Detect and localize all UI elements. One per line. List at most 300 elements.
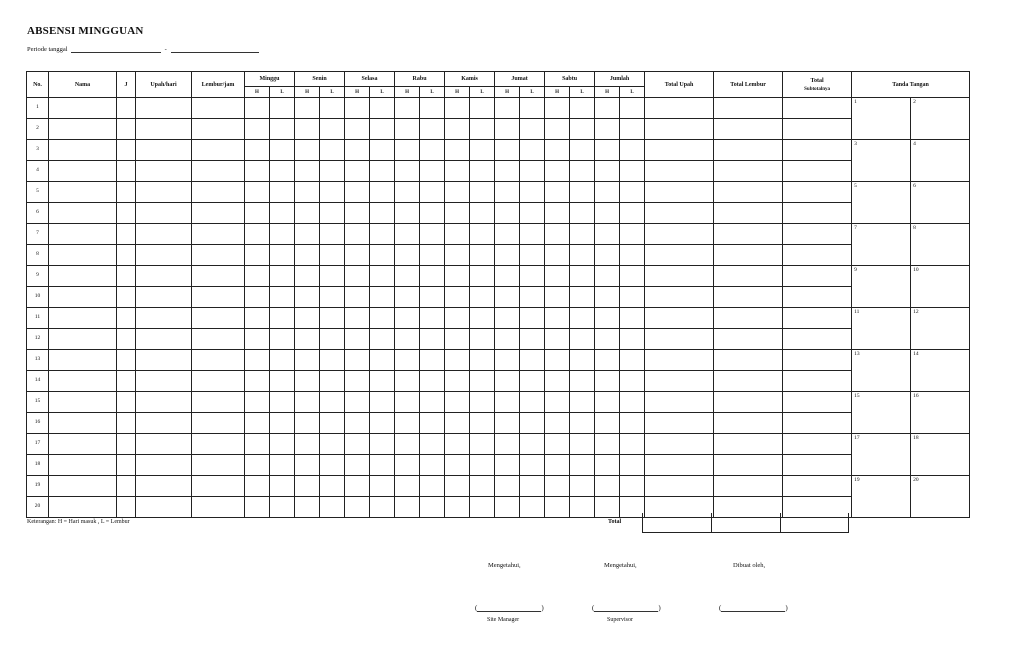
table-cell[interactable] bbox=[136, 182, 192, 203]
table-cell[interactable] bbox=[570, 413, 595, 434]
table-cell[interactable] bbox=[320, 434, 345, 455]
table-cell[interactable] bbox=[320, 413, 345, 434]
table-cell[interactable] bbox=[117, 203, 136, 224]
table-cell[interactable] bbox=[245, 245, 270, 266]
table-cell[interactable] bbox=[470, 161, 495, 182]
table-cell[interactable] bbox=[420, 413, 445, 434]
table-cell[interactable] bbox=[370, 434, 395, 455]
table-cell[interactable] bbox=[420, 98, 445, 119]
table-cell[interactable] bbox=[420, 245, 445, 266]
table-cell[interactable] bbox=[545, 266, 570, 287]
table-cell[interactable] bbox=[136, 392, 192, 413]
table-cell[interactable] bbox=[136, 413, 192, 434]
table-cell[interactable] bbox=[192, 434, 245, 455]
table-cell[interactable] bbox=[495, 434, 520, 455]
table-cell[interactable] bbox=[295, 119, 320, 140]
table-cell[interactable] bbox=[645, 245, 714, 266]
table-cell[interactable] bbox=[570, 476, 595, 497]
table-cell[interactable] bbox=[595, 98, 620, 119]
table-cell[interactable] bbox=[783, 392, 852, 413]
table-cell[interactable] bbox=[136, 350, 192, 371]
table-cell[interactable] bbox=[445, 266, 470, 287]
table-cell[interactable] bbox=[136, 371, 192, 392]
table-cell[interactable] bbox=[520, 413, 545, 434]
table-cell[interactable] bbox=[520, 203, 545, 224]
signature-cell[interactable]: 4 bbox=[911, 140, 970, 182]
table-cell[interactable] bbox=[595, 119, 620, 140]
table-cell[interactable] bbox=[645, 476, 714, 497]
table-cell[interactable] bbox=[345, 287, 370, 308]
table-cell[interactable] bbox=[49, 119, 117, 140]
table-cell[interactable] bbox=[345, 224, 370, 245]
table-cell[interactable] bbox=[420, 455, 445, 476]
table-cell[interactable] bbox=[345, 413, 370, 434]
table-cell[interactable] bbox=[520, 182, 545, 203]
table-cell[interactable] bbox=[395, 161, 420, 182]
table-cell[interactable] bbox=[620, 245, 645, 266]
table-cell[interactable] bbox=[420, 497, 445, 518]
table-cell[interactable] bbox=[783, 98, 852, 119]
table-cell[interactable] bbox=[370, 476, 395, 497]
table-cell[interactable] bbox=[445, 350, 470, 371]
table-cell[interactable] bbox=[620, 98, 645, 119]
table-cell[interactable] bbox=[192, 266, 245, 287]
table-cell[interactable] bbox=[783, 455, 852, 476]
table-cell[interactable] bbox=[295, 182, 320, 203]
table-cell[interactable] bbox=[136, 455, 192, 476]
table-cell[interactable] bbox=[320, 224, 345, 245]
table-cell[interactable] bbox=[192, 224, 245, 245]
table-cell[interactable] bbox=[270, 392, 295, 413]
table-cell[interactable] bbox=[520, 287, 545, 308]
table-cell[interactable] bbox=[49, 224, 117, 245]
table-cell[interactable] bbox=[520, 476, 545, 497]
table-cell[interactable] bbox=[136, 224, 192, 245]
table-cell[interactable] bbox=[245, 413, 270, 434]
table-cell[interactable] bbox=[470, 119, 495, 140]
table-cell[interactable] bbox=[714, 455, 783, 476]
table-cell[interactable] bbox=[320, 98, 345, 119]
table-cell[interactable] bbox=[245, 371, 270, 392]
table-cell[interactable] bbox=[192, 413, 245, 434]
table-cell[interactable] bbox=[320, 371, 345, 392]
table-cell[interactable] bbox=[49, 266, 117, 287]
table-cell[interactable] bbox=[420, 371, 445, 392]
table-cell[interactable] bbox=[470, 308, 495, 329]
table-cell[interactable] bbox=[395, 140, 420, 161]
table-cell[interactable] bbox=[545, 308, 570, 329]
table-cell[interactable] bbox=[445, 308, 470, 329]
table-cell[interactable] bbox=[783, 287, 852, 308]
table-cell[interactable] bbox=[520, 98, 545, 119]
table-cell[interactable] bbox=[420, 161, 445, 182]
table-cell[interactable] bbox=[345, 308, 370, 329]
table-cell[interactable] bbox=[245, 140, 270, 161]
table-cell[interactable] bbox=[192, 119, 245, 140]
table-cell[interactable] bbox=[714, 329, 783, 350]
table-cell[interactable] bbox=[192, 140, 245, 161]
table-cell[interactable] bbox=[270, 98, 295, 119]
table-cell[interactable] bbox=[49, 497, 117, 518]
table-cell[interactable] bbox=[136, 476, 192, 497]
table-cell[interactable] bbox=[370, 161, 395, 182]
signature-cell[interactable]: 13 bbox=[852, 350, 911, 392]
table-cell[interactable] bbox=[370, 455, 395, 476]
table-cell[interactable] bbox=[595, 413, 620, 434]
table-cell[interactable] bbox=[136, 287, 192, 308]
table-cell[interactable] bbox=[395, 245, 420, 266]
table-cell[interactable] bbox=[714, 245, 783, 266]
table-cell[interactable] bbox=[270, 371, 295, 392]
table-cell[interactable] bbox=[320, 455, 345, 476]
table-cell[interactable] bbox=[520, 266, 545, 287]
table-cell[interactable] bbox=[445, 140, 470, 161]
table-cell[interactable] bbox=[395, 308, 420, 329]
table-cell[interactable] bbox=[645, 203, 714, 224]
table-cell[interactable] bbox=[570, 329, 595, 350]
table-cell[interactable] bbox=[495, 392, 520, 413]
signature-cell[interactable]: 3 bbox=[852, 140, 911, 182]
table-cell[interactable] bbox=[783, 308, 852, 329]
table-cell[interactable] bbox=[714, 434, 783, 455]
table-cell[interactable] bbox=[395, 392, 420, 413]
table-cell[interactable] bbox=[645, 182, 714, 203]
table-cell[interactable] bbox=[470, 392, 495, 413]
table-cell[interactable] bbox=[245, 182, 270, 203]
signature-cell[interactable]: 11 bbox=[852, 308, 911, 350]
table-cell[interactable] bbox=[570, 161, 595, 182]
table-cell[interactable] bbox=[783, 413, 852, 434]
table-cell[interactable] bbox=[545, 140, 570, 161]
table-cell[interactable] bbox=[645, 392, 714, 413]
table-cell[interactable] bbox=[570, 497, 595, 518]
table-cell[interactable] bbox=[520, 371, 545, 392]
table-cell[interactable] bbox=[714, 182, 783, 203]
table-cell[interactable] bbox=[295, 98, 320, 119]
table-cell[interactable] bbox=[520, 434, 545, 455]
table-cell[interactable] bbox=[245, 119, 270, 140]
table-cell[interactable] bbox=[545, 224, 570, 245]
table-cell[interactable] bbox=[136, 140, 192, 161]
signature-cell[interactable]: 19 bbox=[852, 476, 911, 518]
table-cell[interactable] bbox=[470, 224, 495, 245]
table-cell[interactable] bbox=[570, 308, 595, 329]
table-cell[interactable] bbox=[545, 497, 570, 518]
table-cell[interactable] bbox=[395, 455, 420, 476]
table-cell[interactable] bbox=[714, 224, 783, 245]
table-cell[interactable] bbox=[714, 308, 783, 329]
table-cell[interactable] bbox=[595, 203, 620, 224]
table-cell[interactable] bbox=[570, 119, 595, 140]
table-cell[interactable] bbox=[136, 119, 192, 140]
table-cell[interactable] bbox=[395, 98, 420, 119]
table-cell[interactable] bbox=[645, 413, 714, 434]
table-cell[interactable] bbox=[445, 203, 470, 224]
table-cell[interactable] bbox=[545, 161, 570, 182]
table-cell[interactable] bbox=[420, 266, 445, 287]
table-cell[interactable] bbox=[445, 245, 470, 266]
table-cell[interactable] bbox=[570, 350, 595, 371]
table-cell[interactable] bbox=[295, 266, 320, 287]
table-cell[interactable] bbox=[345, 203, 370, 224]
table-cell[interactable] bbox=[595, 350, 620, 371]
table-cell[interactable] bbox=[620, 413, 645, 434]
table-cell[interactable] bbox=[192, 161, 245, 182]
table-cell[interactable] bbox=[470, 371, 495, 392]
table-cell[interactable] bbox=[136, 434, 192, 455]
table-cell[interactable] bbox=[395, 497, 420, 518]
table-cell[interactable] bbox=[270, 266, 295, 287]
table-cell[interactable] bbox=[783, 161, 852, 182]
table-cell[interactable] bbox=[345, 350, 370, 371]
table-cell[interactable] bbox=[545, 119, 570, 140]
table-cell[interactable] bbox=[117, 392, 136, 413]
table-cell[interactable] bbox=[645, 266, 714, 287]
table-cell[interactable] bbox=[270, 350, 295, 371]
table-cell[interactable] bbox=[420, 308, 445, 329]
table-cell[interactable] bbox=[570, 245, 595, 266]
table-cell[interactable] bbox=[245, 455, 270, 476]
table-cell[interactable] bbox=[595, 329, 620, 350]
table-cell[interactable] bbox=[595, 476, 620, 497]
table-cell[interactable] bbox=[370, 371, 395, 392]
table-cell[interactable] bbox=[420, 287, 445, 308]
table-cell[interactable] bbox=[192, 182, 245, 203]
table-cell[interactable] bbox=[117, 161, 136, 182]
table-cell[interactable] bbox=[270, 119, 295, 140]
table-cell[interactable] bbox=[620, 329, 645, 350]
table-cell[interactable] bbox=[245, 308, 270, 329]
table-cell[interactable] bbox=[495, 476, 520, 497]
table-cell[interactable] bbox=[117, 224, 136, 245]
table-cell[interactable] bbox=[136, 308, 192, 329]
table-cell[interactable] bbox=[570, 392, 595, 413]
table-cell[interactable] bbox=[370, 350, 395, 371]
table-cell[interactable] bbox=[595, 455, 620, 476]
table-cell[interactable] bbox=[245, 350, 270, 371]
table-cell[interactable] bbox=[295, 392, 320, 413]
table-cell[interactable] bbox=[270, 413, 295, 434]
table-cell[interactable] bbox=[570, 203, 595, 224]
table-cell[interactable] bbox=[295, 161, 320, 182]
signature-cell[interactable]: 8 bbox=[911, 224, 970, 266]
table-cell[interactable] bbox=[370, 413, 395, 434]
table-cell[interactable] bbox=[445, 476, 470, 497]
table-cell[interactable] bbox=[595, 371, 620, 392]
table-cell[interactable] bbox=[117, 140, 136, 161]
table-cell[interactable] bbox=[270, 203, 295, 224]
signature-cell[interactable]: 7 bbox=[852, 224, 911, 266]
table-cell[interactable] bbox=[320, 245, 345, 266]
table-cell[interactable] bbox=[49, 161, 117, 182]
table-cell[interactable] bbox=[192, 455, 245, 476]
table-cell[interactable] bbox=[620, 392, 645, 413]
table-cell[interactable] bbox=[295, 350, 320, 371]
table-cell[interactable] bbox=[595, 224, 620, 245]
table-cell[interactable] bbox=[370, 98, 395, 119]
table-cell[interactable] bbox=[495, 308, 520, 329]
signature-cell[interactable]: 16 bbox=[911, 392, 970, 434]
table-cell[interactable] bbox=[395, 266, 420, 287]
table-cell[interactable] bbox=[445, 413, 470, 434]
table-cell[interactable] bbox=[545, 203, 570, 224]
table-cell[interactable] bbox=[470, 287, 495, 308]
table-cell[interactable] bbox=[345, 266, 370, 287]
table-cell[interactable] bbox=[320, 140, 345, 161]
table-cell[interactable] bbox=[620, 182, 645, 203]
table-cell[interactable] bbox=[395, 413, 420, 434]
table-cell[interactable] bbox=[117, 98, 136, 119]
table-cell[interactable] bbox=[520, 308, 545, 329]
table-cell[interactable] bbox=[420, 203, 445, 224]
table-cell[interactable] bbox=[714, 392, 783, 413]
table-cell[interactable] bbox=[270, 476, 295, 497]
table-cell[interactable] bbox=[783, 140, 852, 161]
table-cell[interactable] bbox=[49, 98, 117, 119]
table-cell[interactable] bbox=[545, 434, 570, 455]
table-cell[interactable] bbox=[49, 182, 117, 203]
table-cell[interactable] bbox=[520, 329, 545, 350]
table-cell[interactable] bbox=[117, 413, 136, 434]
table-cell[interactable] bbox=[295, 413, 320, 434]
table-cell[interactable] bbox=[245, 98, 270, 119]
table-cell[interactable] bbox=[295, 287, 320, 308]
table-cell[interactable] bbox=[445, 392, 470, 413]
table-cell[interactable] bbox=[783, 119, 852, 140]
table-cell[interactable] bbox=[245, 497, 270, 518]
table-cell[interactable] bbox=[620, 161, 645, 182]
table-cell[interactable] bbox=[295, 308, 320, 329]
table-cell[interactable] bbox=[545, 182, 570, 203]
table-cell[interactable] bbox=[645, 329, 714, 350]
table-cell[interactable] bbox=[470, 98, 495, 119]
table-cell[interactable] bbox=[470, 203, 495, 224]
table-cell[interactable] bbox=[136, 266, 192, 287]
table-cell[interactable] bbox=[420, 224, 445, 245]
table-cell[interactable] bbox=[645, 308, 714, 329]
table-cell[interactable] bbox=[620, 224, 645, 245]
table-cell[interactable] bbox=[520, 455, 545, 476]
table-cell[interactable] bbox=[245, 329, 270, 350]
table-cell[interactable] bbox=[420, 182, 445, 203]
table-cell[interactable] bbox=[117, 434, 136, 455]
table-cell[interactable] bbox=[645, 434, 714, 455]
table-cell[interactable] bbox=[245, 392, 270, 413]
table-cell[interactable] bbox=[345, 497, 370, 518]
table-cell[interactable] bbox=[714, 119, 783, 140]
table-cell[interactable] bbox=[370, 245, 395, 266]
table-cell[interactable] bbox=[783, 266, 852, 287]
table-cell[interactable] bbox=[117, 266, 136, 287]
table-cell[interactable] bbox=[49, 371, 117, 392]
table-cell[interactable] bbox=[595, 497, 620, 518]
signature-cell[interactable]: 6 bbox=[911, 182, 970, 224]
table-cell[interactable] bbox=[192, 287, 245, 308]
table-cell[interactable] bbox=[270, 497, 295, 518]
table-cell[interactable] bbox=[470, 140, 495, 161]
table-cell[interactable] bbox=[370, 308, 395, 329]
table-cell[interactable] bbox=[495, 497, 520, 518]
table-cell[interactable] bbox=[192, 350, 245, 371]
table-cell[interactable] bbox=[495, 266, 520, 287]
table-cell[interactable] bbox=[420, 119, 445, 140]
table-cell[interactable] bbox=[245, 161, 270, 182]
table-cell[interactable] bbox=[495, 182, 520, 203]
table-cell[interactable] bbox=[714, 203, 783, 224]
table-cell[interactable] bbox=[192, 308, 245, 329]
table-cell[interactable] bbox=[545, 287, 570, 308]
table-cell[interactable] bbox=[345, 455, 370, 476]
table-cell[interactable] bbox=[395, 476, 420, 497]
table-cell[interactable] bbox=[245, 203, 270, 224]
table-cell[interactable] bbox=[714, 413, 783, 434]
table-cell[interactable] bbox=[117, 329, 136, 350]
table-cell[interactable] bbox=[545, 98, 570, 119]
table-cell[interactable] bbox=[370, 140, 395, 161]
signature-cell[interactable]: 9 bbox=[852, 266, 911, 308]
table-cell[interactable] bbox=[117, 476, 136, 497]
table-cell[interactable] bbox=[245, 476, 270, 497]
table-cell[interactable] bbox=[783, 245, 852, 266]
table-cell[interactable] bbox=[445, 182, 470, 203]
table-cell[interactable] bbox=[470, 455, 495, 476]
table-cell[interactable] bbox=[395, 434, 420, 455]
table-cell[interactable] bbox=[470, 350, 495, 371]
table-cell[interactable] bbox=[117, 455, 136, 476]
table-cell[interactable] bbox=[570, 266, 595, 287]
signature-cell[interactable]: 2 bbox=[911, 98, 970, 140]
table-cell[interactable] bbox=[595, 161, 620, 182]
table-cell[interactable] bbox=[620, 497, 645, 518]
table-cell[interactable] bbox=[117, 497, 136, 518]
table-cell[interactable] bbox=[495, 455, 520, 476]
table-cell[interactable] bbox=[570, 182, 595, 203]
table-cell[interactable] bbox=[645, 224, 714, 245]
table-cell[interactable] bbox=[192, 98, 245, 119]
table-cell[interactable] bbox=[495, 119, 520, 140]
table-cell[interactable] bbox=[136, 245, 192, 266]
table-cell[interactable] bbox=[520, 350, 545, 371]
table-cell[interactable] bbox=[295, 329, 320, 350]
table-cell[interactable] bbox=[595, 392, 620, 413]
signature-cell[interactable]: 1 bbox=[852, 98, 911, 140]
table-cell[interactable] bbox=[445, 329, 470, 350]
table-cell[interactable] bbox=[192, 371, 245, 392]
table-cell[interactable] bbox=[270, 140, 295, 161]
table-cell[interactable] bbox=[117, 308, 136, 329]
table-cell[interactable] bbox=[595, 266, 620, 287]
table-cell[interactable] bbox=[645, 371, 714, 392]
table-cell[interactable] bbox=[595, 182, 620, 203]
table-cell[interactable] bbox=[620, 455, 645, 476]
table-cell[interactable] bbox=[445, 161, 470, 182]
table-cell[interactable] bbox=[620, 140, 645, 161]
table-cell[interactable] bbox=[445, 119, 470, 140]
signature-cell[interactable]: 20 bbox=[911, 476, 970, 518]
table-cell[interactable] bbox=[270, 182, 295, 203]
table-cell[interactable] bbox=[370, 392, 395, 413]
table-cell[interactable] bbox=[545, 455, 570, 476]
table-cell[interactable] bbox=[345, 371, 370, 392]
table-cell[interactable] bbox=[117, 350, 136, 371]
table-cell[interactable] bbox=[117, 245, 136, 266]
table-cell[interactable] bbox=[620, 287, 645, 308]
table-cell[interactable] bbox=[445, 434, 470, 455]
table-cell[interactable] bbox=[783, 350, 852, 371]
table-cell[interactable] bbox=[345, 161, 370, 182]
table-cell[interactable] bbox=[470, 182, 495, 203]
signature-cell[interactable]: 10 bbox=[911, 266, 970, 308]
